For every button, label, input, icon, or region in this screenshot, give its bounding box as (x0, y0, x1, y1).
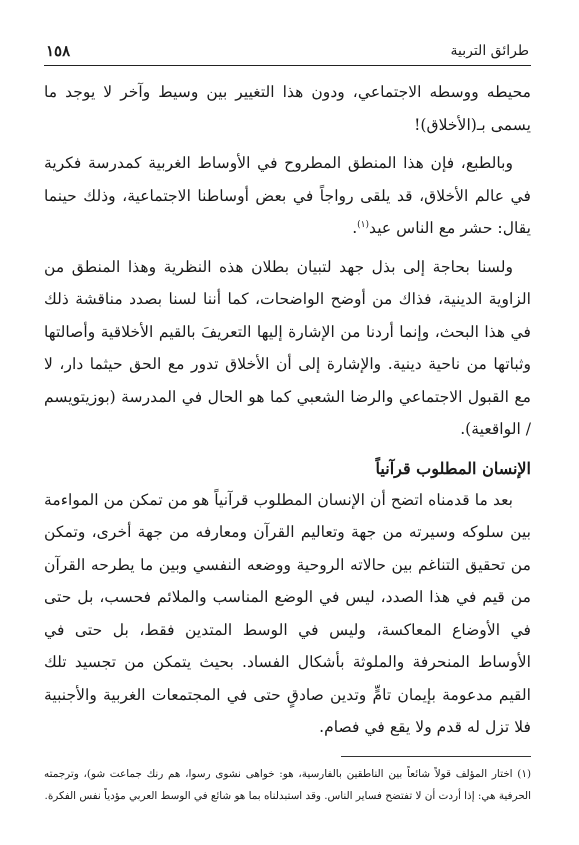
paragraph: ولسنا بحاجة إلى بذل جهد لتبيان بطلان هذه النظرية وهذا المنطق من الزاوية الدينية، فذاك من أوضح الواضحات، كما أننا لسنا بصدد مناقشة ذلك في هذا البحث، وإنما أردنا من الإشارة إليها التعريفَ بالقيم الأخلاقية وأصالتها وثباتها من ناحية دينية. والإشارة إلى أن الأخلاق تدور مع الحق حيثما دار، لا مع القبول الاجتماعي والرضا الشعبي كما هو الحال في المدرسة (بوزيتويسم / الواقعية). (44, 257, 531, 438)
footnote-divider (341, 756, 531, 757)
paragraph-text: وبالطبع، فإن هذا المنطق المطروح في الأوساط الغربية كمدرسة فكرية في عالم الأخلاق، قد يلقى رواجاً في بعض أوساطنا الاجتماعية، وذلك حينما يقال: حشر مع الناس عيد (44, 154, 531, 237)
footnote: (١) اختار المؤلف قولاً شائعاً بين الناطقين بالفارسية، هو: خواهى نشوى رسوا، هم رنك جماعت شو)، وترجمته الحرفية هي: إذا أردت أن لا تفتضح فساير الناس. وقد استبدلناه بما هو شائع في الوسط العربي مؤدياً نفس الفكرة. (44, 767, 531, 802)
page-body (44, 76, 531, 807)
footnote-marker: (١) (357, 219, 370, 230)
page-number: ١٥٨ (46, 42, 71, 60)
page-header (44, 42, 531, 66)
section-heading: الإنسان المطلوب قرآنياً (375, 458, 531, 478)
paragraph: بعد ما قدمناه اتضح أن الإنسان المطلوب قرآنياً هو من تمكن من المواءمة بين سلوكه وسيرته من جهة وتعاليم القرآن ومعارفه من جهة أخرى، وتمكن من تحقيق التناغم بين حالاته الروحية ووضعه النفسي وبين ما يطرحه القرآن من قيم في هذا الصدد، ليس في الوضع المناسب والملائم فحسب، بل حتى في الأوضاع المعاكسة، وليس في الوسط المتدين فقط، بل حتى في الأوساط المنحرفة والملوثة بأشكال الفساد. بحيث يتمكن من تجسيد تلك القيم مدعومة بإيمان تامٍّ وتدين صادقٍ حتى في المجتمعات الغربية والأجنبية فلا تزل له قدم ولا يقع في فصام. (44, 490, 531, 736)
running-title: طرائق التربية (450, 43, 529, 59)
paragraph: وبالطبع، فإن هذا المنطق المطروح في الأوساط الغربية كمدرسة فكرية في عالم الأخلاق، قد يلقى رواجاً في بعض أوساطنا الاجتماعية، وذلك حينما يقال: حشر مع الناس عيد$^{(١)}$. (44, 154, 531, 237)
paragraph: محيطه ووسطه الاجتماعي، ودون هذا التغيير بين وسيط وآخر لا يوجد ما يسمى بـ(الأخلاق)! (44, 83, 531, 134)
